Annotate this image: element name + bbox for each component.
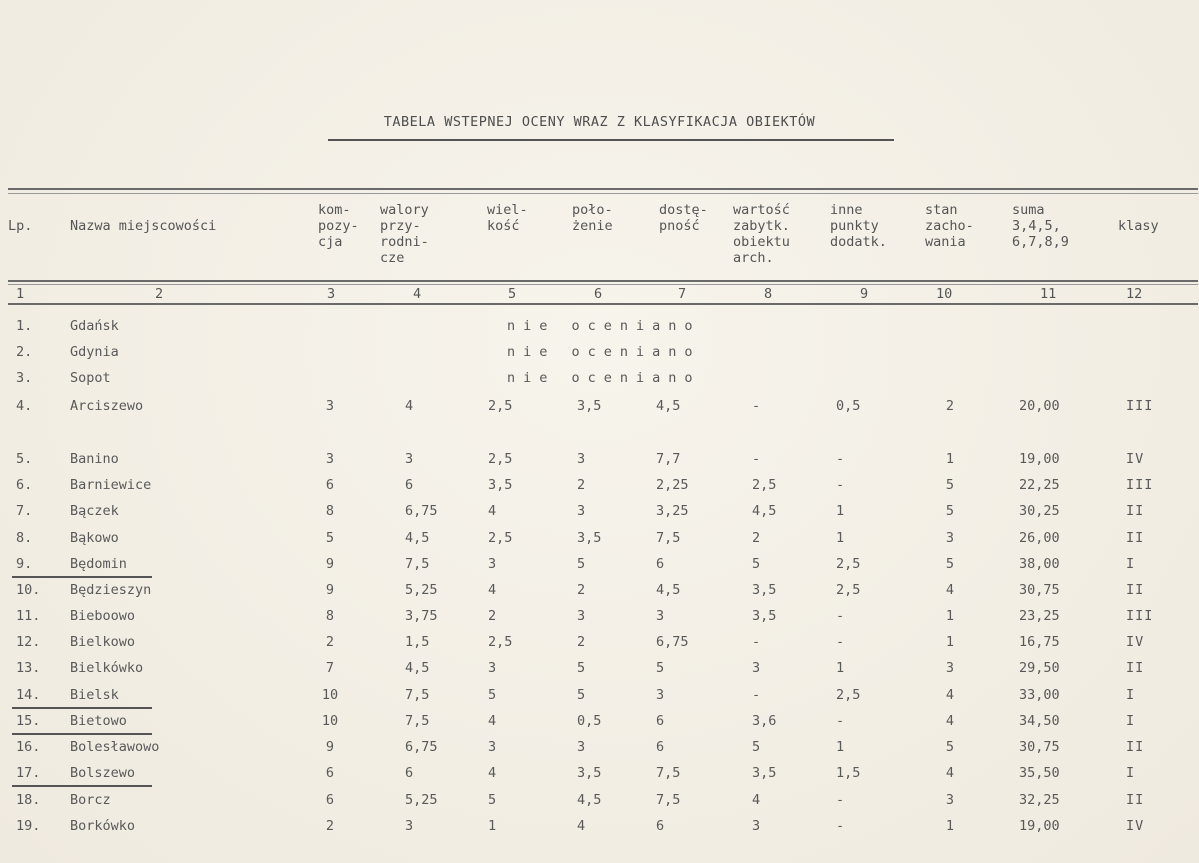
cell-c6: 3 <box>577 739 586 755</box>
row-number: 17. <box>16 765 41 781</box>
cell-c9: - <box>836 634 845 650</box>
cell-c8: 2 <box>752 530 761 546</box>
place-name: Bączek <box>70 503 119 519</box>
place-name: Bielkówko <box>70 660 144 676</box>
cell-c7: 6 <box>656 739 665 755</box>
column-number-10: 10 <box>936 286 953 302</box>
cell-c5: 3 <box>488 739 497 755</box>
cell-c9: 1 <box>836 739 845 755</box>
cell-c11: 33,00 <box>1019 687 1060 703</box>
header-col-2: Nazwa miejscowości <box>70 218 217 234</box>
cell-c4: 4 <box>405 398 414 414</box>
cell-c5: 3,5 <box>488 477 513 493</box>
cell-c12: III <box>1126 398 1154 414</box>
cell-c9: - <box>836 713 845 729</box>
cell-c10: 4 <box>945 713 955 729</box>
cell-c4: 3,75 <box>405 608 438 624</box>
cell-c3: 2 <box>325 634 335 650</box>
place-name: Gdynia <box>70 344 119 360</box>
cell-c6: 3 <box>577 451 586 467</box>
cell-c11: 30,75 <box>1019 739 1060 755</box>
header-col-3: kom- pozy- cja <box>318 202 359 250</box>
cell-c11: 30,25 <box>1019 503 1060 519</box>
cell-c12: I <box>1126 687 1136 703</box>
cell-c11: 29,50 <box>1019 660 1060 676</box>
table-row <box>0 530 1199 552</box>
table-row <box>0 818 1199 840</box>
cell-c5: 3 <box>488 556 497 572</box>
table-row <box>0 687 1199 709</box>
cell-c4: 6,75 <box>405 739 438 755</box>
cell-c8: 3,5 <box>752 608 777 624</box>
cell-c7: 2,25 <box>656 477 689 493</box>
place-name: Będomin <box>70 556 127 572</box>
column-number-11: 11 <box>1040 286 1057 302</box>
cell-c5: 2,5 <box>488 451 513 467</box>
cell-c4: 7,5 <box>405 556 430 572</box>
column-number-1: 1 <box>16 286 25 302</box>
cell-c5: 5 <box>488 792 497 808</box>
cell-c8: - <box>752 451 761 467</box>
header-bottom-rule <box>8 280 1198 282</box>
table-row <box>0 398 1199 420</box>
table-row <box>0 344 1199 366</box>
cell-c6: 3,5 <box>577 530 602 546</box>
cell-c3: 3 <box>325 451 335 467</box>
place-name: Bietowo <box>70 713 127 729</box>
row-underline <box>12 707 152 709</box>
document-title: TABELA WSTEPNEJ OCENY WRAZ Z KLASYFIKACJA OBIEKTÓW <box>383 114 816 130</box>
row-number: 15. <box>16 713 41 729</box>
row-number: 2. <box>16 344 33 360</box>
cell-c9: 2,5 <box>836 687 861 703</box>
cell-c12: II <box>1126 660 1145 676</box>
cell-c11: 30,75 <box>1019 582 1060 598</box>
cell-c11: 26,00 <box>1019 530 1060 546</box>
cell-c5: 4 <box>488 713 497 729</box>
column-number-4: 4 <box>413 286 422 302</box>
cell-c4: 7,5 <box>405 687 430 703</box>
cell-c3: 2 <box>325 818 335 834</box>
cell-c10: 4 <box>945 582 955 598</box>
row-number: 9. <box>16 556 33 572</box>
place-name: Borkówko <box>70 818 136 834</box>
cell-c5: 4 <box>488 582 497 598</box>
header-col-5: wiel- kość <box>487 202 528 234</box>
cell-c4: 1,5 <box>405 634 430 650</box>
cell-c10: 4 <box>945 765 955 781</box>
cell-c4: 4,5 <box>405 660 430 676</box>
table-row <box>0 503 1199 525</box>
cell-c7: 4,5 <box>656 582 681 598</box>
cell-c6: 2 <box>577 634 586 650</box>
header-col-8: wartość zabytk. obiektu arch. <box>733 202 790 266</box>
place-name: Bolszewo <box>70 765 136 781</box>
cell-c5: 2,5 <box>488 398 513 414</box>
row-number: 13. <box>16 660 41 676</box>
cell-c7: 7,5 <box>656 530 681 546</box>
cell-c6: 2 <box>577 477 586 493</box>
column-number-8: 8 <box>764 286 773 302</box>
row-number: 8. <box>16 530 33 546</box>
column-number-6: 6 <box>594 286 603 302</box>
not-rated-note: nie oceniano <box>507 318 701 334</box>
cell-c5: 1 <box>488 818 497 834</box>
cell-c12: II <box>1126 530 1145 546</box>
cell-c12: III <box>1126 608 1154 624</box>
cell-c7: 6 <box>656 713 665 729</box>
cell-c12: III <box>1126 477 1154 493</box>
cell-c6: 5 <box>577 687 586 703</box>
cell-c7: 7,5 <box>656 792 681 808</box>
cell-c8: 2,5 <box>752 477 777 493</box>
cell-c6: 3 <box>577 608 586 624</box>
cell-c10: 1 <box>945 634 955 650</box>
row-underline <box>12 733 152 735</box>
table-row <box>0 792 1199 814</box>
cell-c8: 5 <box>752 556 761 572</box>
cell-c3: 7 <box>325 660 335 676</box>
header-col-7: dostę- pność <box>659 202 708 234</box>
table-row <box>0 713 1199 735</box>
cell-c9: - <box>836 477 845 493</box>
cell-c8: 3 <box>752 660 761 676</box>
cell-c5: 2,5 <box>488 530 513 546</box>
cell-c9: 1,5 <box>836 765 861 781</box>
cell-c10: 4 <box>945 687 955 703</box>
cell-c5: 2 <box>488 608 497 624</box>
cell-c10: 3 <box>945 792 955 808</box>
cell-c12: I <box>1126 765 1136 781</box>
place-name: Bolesławowo <box>70 739 160 755</box>
cell-c10: 3 <box>945 660 955 676</box>
cell-c12: I <box>1126 556 1136 572</box>
column-number-12: 12 <box>1126 286 1143 302</box>
table-row <box>0 765 1199 787</box>
cell-c4: 6 <box>405 765 414 781</box>
cell-c12: IV <box>1126 818 1145 834</box>
cell-c11: 35,50 <box>1019 765 1060 781</box>
header-col-12: klasy <box>1118 218 1159 234</box>
cell-c6: 3,5 <box>577 398 602 414</box>
row-underline <box>12 785 152 787</box>
cell-c5: 3 <box>488 660 497 676</box>
cell-c3: 8 <box>325 608 335 624</box>
cell-c3: 8 <box>325 503 335 519</box>
header-col-6: poło- żenie <box>572 202 613 234</box>
cell-c3: 3 <box>325 398 335 414</box>
cell-c9: 1 <box>836 660 845 676</box>
place-name: Sopot <box>70 370 111 386</box>
cell-c7: 6 <box>656 556 665 572</box>
cell-c4: 5,25 <box>405 582 438 598</box>
cell-c3: 9 <box>325 582 335 598</box>
place-name: Banino <box>70 451 119 467</box>
cell-c7: 3,25 <box>656 503 689 519</box>
cell-c5: 5 <box>488 687 497 703</box>
place-name: Bielkowo <box>70 634 136 650</box>
cell-c7: 3 <box>656 687 665 703</box>
cell-c10: 5 <box>945 503 955 519</box>
cell-c10: 1 <box>945 608 955 624</box>
cell-c12: II <box>1126 792 1145 808</box>
row-number: 19. <box>16 818 41 834</box>
row-number: 10. <box>16 582 41 598</box>
header-bottom-rule-thin <box>8 284 1198 285</box>
cell-c12: II <box>1126 503 1145 519</box>
header-col-9: inne punkty dodatk. <box>830 202 887 250</box>
cell-c10: 5 <box>945 477 955 493</box>
table-row <box>0 318 1199 340</box>
cell-c7: 7,7 <box>656 451 681 467</box>
table-row <box>0 660 1199 682</box>
cell-c6: 0,5 <box>577 713 602 729</box>
cell-c11: 23,25 <box>1019 608 1060 624</box>
cell-c9: 1 <box>836 530 845 546</box>
column-number-9: 9 <box>860 286 869 302</box>
cell-c6: 4,5 <box>577 792 602 808</box>
cell-c4: 4,5 <box>405 530 430 546</box>
row-number: 11. <box>16 608 41 624</box>
cell-c5: 4 <box>488 765 497 781</box>
cell-c6: 3,5 <box>577 765 602 781</box>
cell-c8: 3,5 <box>752 765 777 781</box>
cell-c7: 6,75 <box>656 634 689 650</box>
place-name: Barniewice <box>70 477 152 493</box>
cell-c7: 7,5 <box>656 765 681 781</box>
cell-c7: 6 <box>656 818 665 834</box>
table-row <box>0 739 1199 761</box>
cell-c3: 5 <box>325 530 335 546</box>
cell-c3: 10 <box>321 687 339 703</box>
cell-c11: 20,00 <box>1019 398 1060 414</box>
column-number-2: 2 <box>155 286 164 302</box>
table-row <box>0 451 1199 473</box>
cell-c3: 6 <box>325 792 335 808</box>
cell-c4: 6,75 <box>405 503 438 519</box>
cell-c7: 3 <box>656 608 665 624</box>
cell-c9: - <box>836 451 845 467</box>
cell-c8: 4,5 <box>752 503 777 519</box>
cell-c3: 10 <box>321 713 339 729</box>
cell-c10: 1 <box>945 451 955 467</box>
table-top-rule-thin <box>8 193 1198 194</box>
row-number: 3. <box>16 370 33 386</box>
cell-c6: 3 <box>577 503 586 519</box>
cell-c4: 3 <box>405 451 414 467</box>
cell-c8: 5 <box>752 739 761 755</box>
cell-c12: II <box>1126 582 1145 598</box>
cell-c9: - <box>836 818 845 834</box>
cell-c12: IV <box>1126 634 1145 650</box>
cell-c8: 3 <box>752 818 761 834</box>
row-number: 14. <box>16 687 41 703</box>
cell-c6: 2 <box>577 582 586 598</box>
place-name: Bąkowo <box>70 530 119 546</box>
cell-c8: - <box>752 398 761 414</box>
table-top-rule <box>8 188 1198 190</box>
table-row <box>0 608 1199 630</box>
cell-c9: 0,5 <box>836 398 861 414</box>
cell-c6: 4 <box>577 818 586 834</box>
cell-c7: 4,5 <box>656 398 681 414</box>
cell-c10: 5 <box>945 556 955 572</box>
cell-c11: 34,50 <box>1019 713 1060 729</box>
table-row <box>0 582 1199 604</box>
cell-c10: 3 <box>945 530 955 546</box>
place-name: Będzieszyn <box>70 582 152 598</box>
cell-c8: 4 <box>752 792 761 808</box>
cell-c12: I <box>1126 713 1136 729</box>
table-row <box>0 556 1199 578</box>
row-number: 4. <box>16 398 33 414</box>
cell-c9: 2,5 <box>836 582 861 598</box>
place-name: Bieboowo <box>70 608 136 624</box>
cell-c7: 5 <box>656 660 665 676</box>
cell-c3: 9 <box>325 556 335 572</box>
cell-c5: 4 <box>488 503 497 519</box>
cell-c11: 32,25 <box>1019 792 1060 808</box>
row-number: 18. <box>16 792 41 808</box>
cell-c3: 6 <box>325 765 335 781</box>
not-rated-note: nie oceniano <box>507 370 701 386</box>
table-row <box>0 634 1199 656</box>
cell-c3: 9 <box>325 739 335 755</box>
row-number: 16. <box>16 739 41 755</box>
title-underline <box>328 139 894 141</box>
table-row <box>0 370 1199 392</box>
cell-c11: 19,00 <box>1019 451 1060 467</box>
place-name: Borcz <box>70 792 111 808</box>
cell-c11: 38,00 <box>1019 556 1060 572</box>
cell-c8: 3,5 <box>752 582 777 598</box>
cell-c10: 2 <box>945 398 955 414</box>
row-number: 12. <box>16 634 41 650</box>
cell-c8: 3,6 <box>752 713 777 729</box>
header-col-11: suma 3,4,5, 6,7,8,9 <box>1012 202 1069 250</box>
cell-c4: 7,5 <box>405 713 430 729</box>
table-row <box>0 477 1199 499</box>
cell-c11: 22,25 <box>1019 477 1060 493</box>
cell-c3: 6 <box>325 477 335 493</box>
cell-c4: 5,25 <box>405 792 438 808</box>
cell-c12: IV <box>1126 451 1145 467</box>
cell-c4: 3 <box>405 818 414 834</box>
not-rated-note: nie oceniano <box>507 344 701 360</box>
place-name: Bielsk <box>70 687 119 703</box>
cell-c4: 6 <box>405 477 414 493</box>
cell-c6: 5 <box>577 660 586 676</box>
cell-c8: - <box>752 634 761 650</box>
row-number: 6. <box>16 477 33 493</box>
place-name: Arciszewo <box>70 398 144 414</box>
cell-c9: - <box>836 608 845 624</box>
row-number: 5. <box>16 451 33 467</box>
cell-c11: 19,00 <box>1019 818 1060 834</box>
header-col-10: stan zacho- wania <box>925 202 974 250</box>
cell-c5: 2,5 <box>488 634 513 650</box>
cell-c8: - <box>752 687 761 703</box>
header-col-4: walory przy- rodni- cze <box>380 202 429 266</box>
cell-c6: 5 <box>577 556 586 572</box>
cell-c10: 1 <box>945 818 955 834</box>
column-number-7: 7 <box>678 286 687 302</box>
row-underline <box>12 576 152 578</box>
place-name: Gdańsk <box>70 318 119 334</box>
cell-c11: 16,75 <box>1019 634 1060 650</box>
cell-c9: 2,5 <box>836 556 861 572</box>
column-number-3: 3 <box>327 286 336 302</box>
cell-c10: 5 <box>945 739 955 755</box>
cell-c9: - <box>836 792 845 808</box>
cell-c9: 1 <box>836 503 845 519</box>
header-col-1: Lp. <box>8 218 33 234</box>
column-number-5: 5 <box>508 286 517 302</box>
row-number: 7. <box>16 503 33 519</box>
row-number: 1. <box>16 318 33 334</box>
column-number-rule <box>8 303 1198 305</box>
cell-c12: II <box>1126 739 1145 755</box>
